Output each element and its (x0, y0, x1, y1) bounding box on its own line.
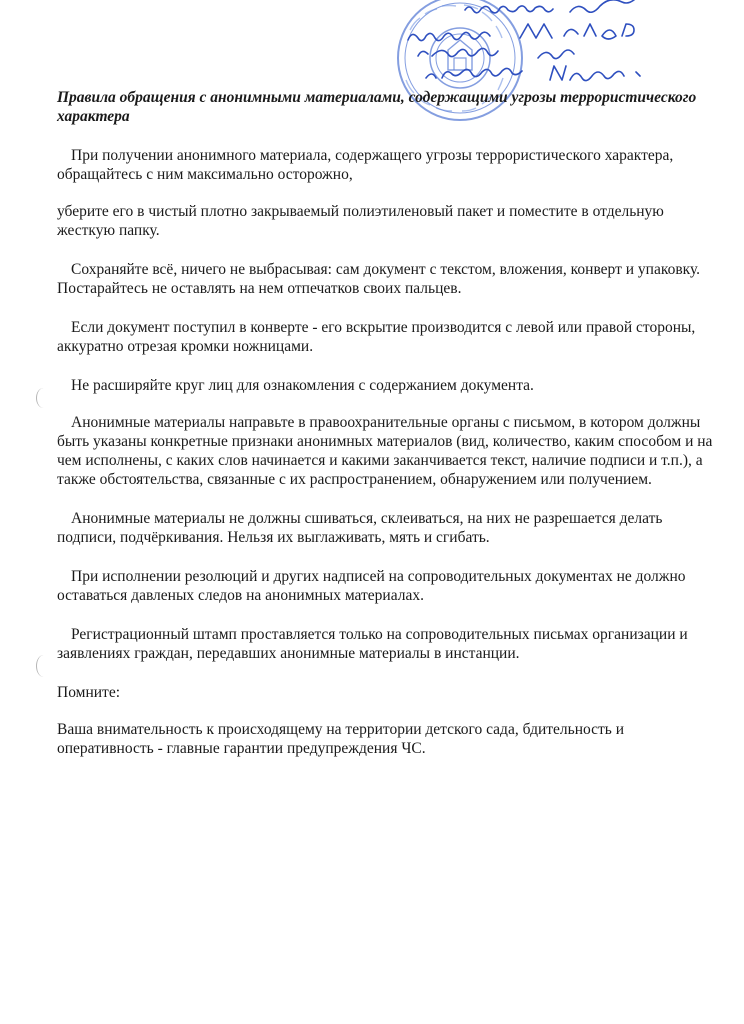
paragraph-7: Анонимные материалы не должны сшиваться, склеиваться, на них не разрешается делать подписи, подчёркивания. Нельзя их выглаживать, мять и сгибать. (57, 510, 663, 546)
paragraph-2: уберите его в чистый плотно закрываемый полиэтиленовый пакет и поместите в отдельную жесткую папку. (57, 203, 664, 239)
scan-artifact (36, 655, 51, 677)
paragraph-5: Не расширяйте круг лиц для ознакомления с содержанием документа. (71, 377, 534, 394)
paragraph-3: Сохраняйте всё, ничего не выбрасывая: сам документ с текстом, вложения, конверт и упаковку. Постарайтесь не оставлять на нем отпечатков своих пальцев. (57, 261, 701, 297)
scan-artifact (36, 388, 51, 408)
paragraph-9: Регистрационный штамп проставляется только на сопроводительных письмах организации и заявлениях граждан, передавших анонимные материалы в инстанции. (57, 626, 688, 662)
document-title: Правила обращения с анонимными материалами, содержащими угрозы террористического характера (57, 89, 697, 125)
paragraph-8: При исполнении резолюций и других надписей на сопроводительных документах не должно оставаться давленых следов на анонимных материалах. (57, 568, 686, 604)
paragraph-6: Анонимные материалы направьте в правоохранительные органы с письмом, в котором должны быть указаны конкретные признаки анонимных материалов (вид, количество, каким способом и на чем исполнены, с каких слов начинается и какими заканчивается текст, наличие подписи и т.п.), а также обстоятельства, связанные с их распространением, обнаружением или получением. (57, 414, 713, 488)
paragraph-4: Если документ поступил в конверте - его вскрытие производится с левой или правой стороны, аккуратно отрезая кромки ножницами. (57, 319, 696, 355)
closing-label: Помните: (57, 684, 121, 701)
document-body (57, 146, 719, 758)
closing-text: Ваша внимательность к происходящему на территории детского сада, бдительность и оперативность - главные гарантии предупреждения ЧС. (57, 721, 625, 757)
paragraph-1: При получении анонимного материала, содержащего угрозы террористического характера, обращайтесь с ним максимально осторожно, (57, 147, 674, 183)
